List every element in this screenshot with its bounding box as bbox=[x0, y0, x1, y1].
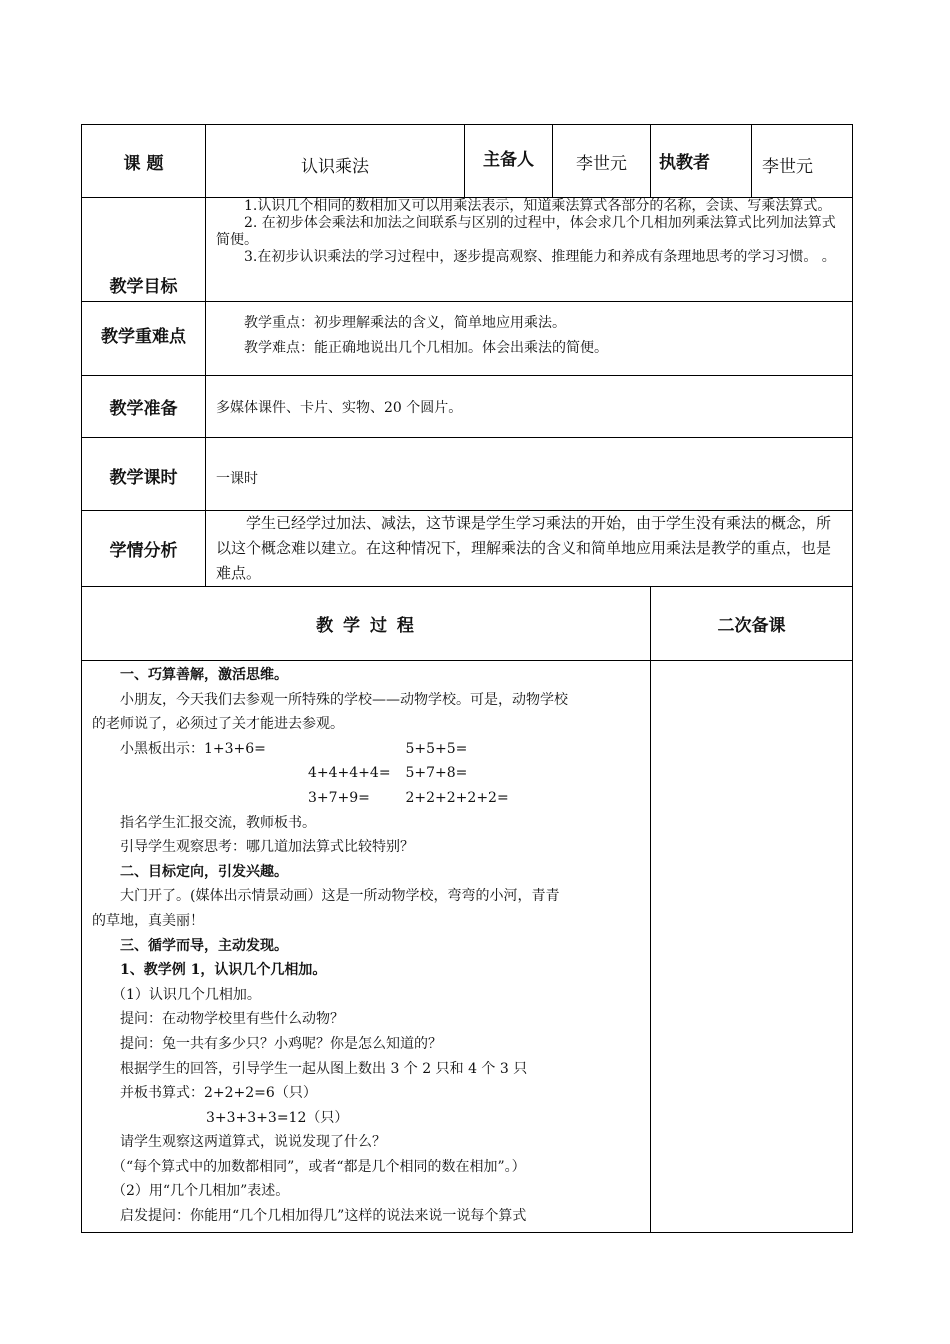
goals-row bbox=[82, 198, 853, 302]
teacher-label: 执教者 bbox=[651, 125, 752, 198]
process-line: 请学生观察这两道算式，说说发现了什么？ bbox=[120, 1134, 386, 1151]
key-points-content bbox=[206, 302, 853, 376]
hours-row bbox=[82, 438, 853, 511]
process-line-part: 小黑板出示：1+3+6= bbox=[120, 740, 266, 757]
analysis-label: 学情分析 bbox=[82, 511, 206, 587]
process-line-part: 4+4+4+4= bbox=[308, 765, 391, 782]
process-row bbox=[82, 661, 853, 1233]
process-line: 大门开了。(媒体出示情景动画）这是一所动物学校，弯弯的小河，青青 bbox=[120, 888, 560, 905]
process-line: 指名学生汇报交流，教师板书。 bbox=[120, 814, 316, 831]
goal-item-1: 1.认识几个相同的数相加又可以用乘法表示，知道乘法算式各部分的名称，会读、写乘法算式。 bbox=[244, 198, 832, 214]
topic-label: 课 题 bbox=[82, 125, 206, 198]
process-line: 1、教学例 1，认识几个几相加。 bbox=[120, 962, 327, 979]
preparation-value: 多媒体课件、卡片、实物、20 个圆片。 bbox=[206, 376, 853, 438]
preparer-label: 主备人 bbox=[465, 125, 553, 198]
process-line-part: 5+5+5= bbox=[405, 740, 468, 757]
process-line: （“每个算式中的加数都相同”，或者“都是几个相同的数在相加”。） bbox=[112, 1158, 526, 1175]
process-line-part: 5+7+8= bbox=[405, 765, 468, 782]
key-point-difficulty: 教学难点：能正确地说出几个几相加。体会出乘法的简便。 bbox=[244, 340, 608, 356]
process-line: （2）用“几个几相加”表述。 bbox=[112, 1183, 290, 1200]
process-line: （1）认识几个几相加。 bbox=[112, 986, 261, 1003]
teacher-value: 李世元 bbox=[752, 125, 853, 198]
hours-value: 一课时 bbox=[206, 438, 853, 511]
key-point-focus: 教学重点：初步理解乘法的含义，简单地应用乘法。 bbox=[244, 315, 566, 331]
process-line-part: 2+2+2+2+2= bbox=[405, 789, 509, 806]
process-line bbox=[82, 761, 650, 786]
goal-item-2: 2. 在初步体会乘法和加法之间联系与区别的过程中，体会求几个几相加列乘法算式比列加法算式简便。 bbox=[216, 215, 836, 248]
analysis-value: 学生已经学过加法、减法，这节课是学生学习乘法的开始，由于学生没有乘法的概念，所以这个概念难以建立。在这种情况下，理解乘法的含义和简单地应用乘法是教学的重点，也是难点。 bbox=[216, 514, 832, 582]
topic-value: 认识乘法 bbox=[206, 125, 465, 198]
analysis-content bbox=[206, 511, 853, 587]
goals-label: 教学目标 bbox=[82, 198, 206, 302]
process-line-part: 3+7+9= bbox=[308, 789, 370, 806]
process-line bbox=[82, 737, 650, 762]
preparation-label: 教学准备 bbox=[82, 376, 206, 438]
process-line: 的老师说了，必须过了关才能进去参观。 bbox=[92, 716, 344, 733]
preparer-value: 李世元 bbox=[553, 125, 651, 198]
process-line: 根据学生的回答，引导学生一起从图上数出 3 个 2 只和 4 个 3 只 bbox=[120, 1060, 528, 1077]
process-line: 三、循学而导，主动发现。 bbox=[120, 937, 288, 954]
second-prep-header: 二次备课 bbox=[651, 587, 853, 661]
analysis-row bbox=[82, 511, 853, 587]
key-points-label: 教学重难点 bbox=[82, 302, 206, 376]
goals-content bbox=[206, 198, 853, 302]
key-points-row bbox=[82, 302, 853, 376]
process-line bbox=[82, 786, 650, 811]
process-line: 的草地，真美丽！ bbox=[92, 912, 204, 929]
hours-label: 教学课时 bbox=[82, 438, 206, 511]
lesson-plan-table bbox=[81, 124, 853, 1233]
process-header: 教 学 过 程 bbox=[82, 587, 651, 661]
process-line: 并板书算式：2+2+2=6（只） bbox=[120, 1085, 317, 1102]
process-content bbox=[82, 661, 651, 1233]
process-header-row bbox=[82, 587, 853, 661]
process-line: 小朋友，今天我们去参观一所特殊的学校——动物学校。可是，动物学校 bbox=[120, 691, 568, 708]
process-line: 启发提问：你能用“几个几相加得几”这样的说法来说一说每个算式 bbox=[120, 1208, 527, 1225]
process-line: 引导学生观察思考：哪几道加法算式比较特别？ bbox=[120, 839, 414, 856]
header-row bbox=[82, 125, 853, 198]
process-line: 二、目标定向，引发兴趣。 bbox=[120, 863, 288, 880]
process-line: 提问：兔一共有多少只？小鸡呢？你是怎么知道的？ bbox=[120, 1035, 442, 1052]
process-line: 3+3+3+3=12（只） bbox=[206, 1109, 349, 1126]
process-line: 提问：在动物学校里有些什么动物？ bbox=[120, 1011, 344, 1028]
preparation-row bbox=[82, 376, 853, 438]
process-line: 一、巧算善解，激活思维。 bbox=[120, 667, 288, 683]
second-prep-notes[interactable] bbox=[651, 661, 853, 1233]
goal-item-3: 3.在初步认识乘法的学习过程中，逐步提高观察、推理能力和养成有条理地思考的学习习惯。 。 bbox=[244, 249, 836, 265]
